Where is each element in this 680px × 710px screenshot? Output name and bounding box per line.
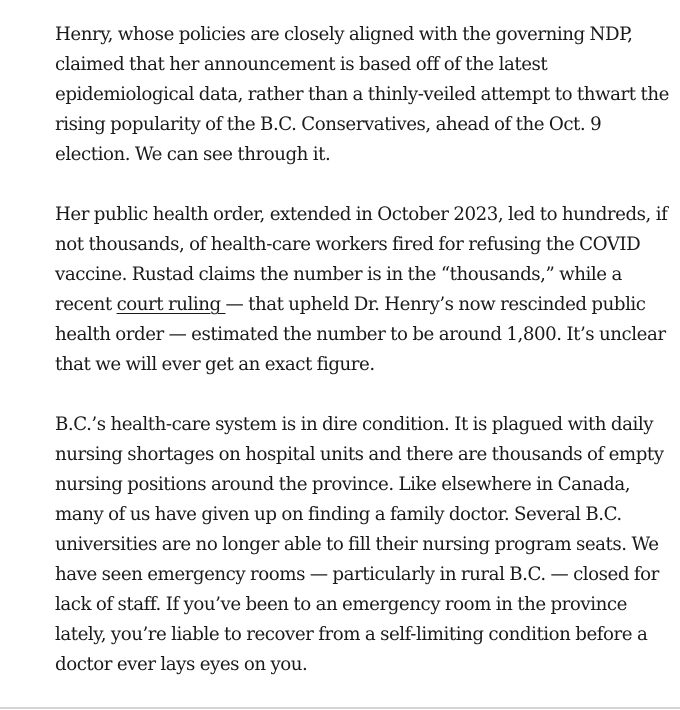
article-paragraph-2 — [55, 200, 670, 380]
article-paragraph-1: Henry, whose policies are closely aligned with the governing NDP, claimed that her announcement is based off of the latest epidemiological data, rather than a thinly-veiled attempt to thwart the rising popularity of the B.C. Conservatives, ahead of the Oct. 9 election. We can see through it. — [55, 24, 669, 165]
article-paragraph-3: B.C.’s health-care system is in dire condition. It is plagued with daily nursing shortages on hospital units and there are thousands of empty nursing positions around the province. Like elsewhere in Canada, many of us have given up on finding a family doctor. Several B.C. universities are no longer able to fill their nursing program seats. We have seen emergency rooms — particularly in rural B.C. — closed for lack of staff. If you’ve been to an emergency room in the province lately, you’re liable to recover from a self-limiting condition before a doctor ever lays eyes on you. — [55, 414, 664, 675]
paragraph-text-after-link: — that upheld Dr. Henry’s now rescinded public health order — estimated the number to be around 1,800. It’s unclear that we will ever get an exact figure. — [55, 294, 666, 375]
paragraph-text-before-link: Her public health order, extended in October 2023, led to hundreds, if not thousands, of health-care workers fired for refusing the COVID vaccine. Rustad claims the number is in the “thousands,” while a recent — [55, 204, 668, 315]
article-body — [55, 20, 670, 710]
court-ruling-link[interactable]: court ruling — [116, 294, 226, 315]
